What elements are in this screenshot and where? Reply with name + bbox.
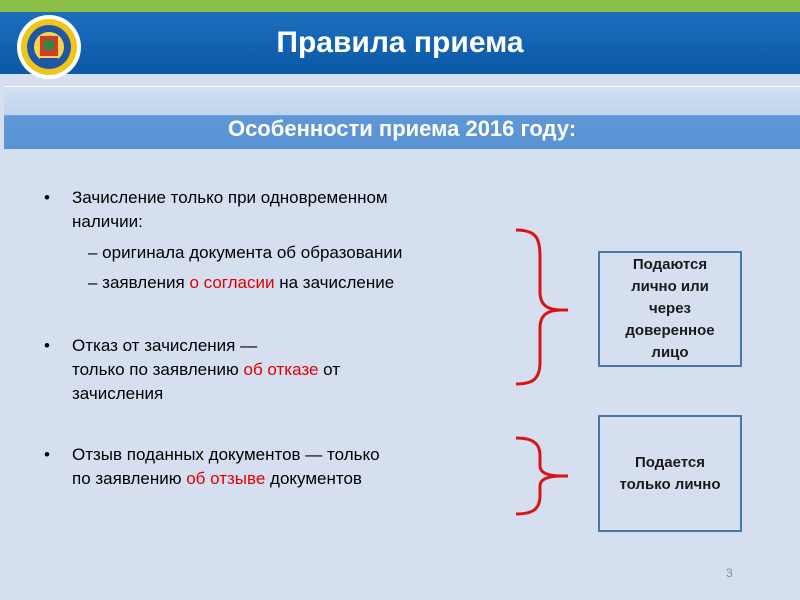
sub-item-original-document xyxy=(88,241,402,265)
subtitle: Особенности приема 2016 году: xyxy=(227,116,577,141)
text-segment: от xyxy=(318,360,340,379)
bullet-dot: • xyxy=(44,445,50,464)
text-segment: на зачисление xyxy=(274,273,395,292)
note-line: Подаются xyxy=(632,256,708,273)
text-segment: Отзыв поданных документов — только xyxy=(72,445,380,464)
bullet-line xyxy=(72,210,388,234)
note-line: лицо xyxy=(651,344,689,361)
text-segment: по заявлению xyxy=(72,469,187,488)
bullet-text xyxy=(72,443,380,491)
note-line: доверенное xyxy=(625,322,715,339)
highlight-text: о согласии xyxy=(189,273,275,292)
text-segment: наличии: xyxy=(72,212,143,231)
note-box-in-person-only xyxy=(598,415,742,532)
highlight-text: об отзыве xyxy=(186,469,266,488)
bullet-line xyxy=(72,186,388,210)
highlight-text: об отказе xyxy=(243,360,319,379)
note-line: лично или xyxy=(631,278,709,295)
bullet-line xyxy=(72,334,340,358)
text-segment: – заявления xyxy=(88,273,190,292)
bullet-text xyxy=(72,334,340,406)
top-stripe xyxy=(0,0,800,12)
bullet-text xyxy=(72,186,388,234)
brace-icon xyxy=(510,226,570,388)
text-segment: – оригинала документа об образовании xyxy=(88,243,403,262)
note-box-text xyxy=(619,452,720,496)
bullet-dot: • xyxy=(44,188,50,207)
text-segment: документов xyxy=(265,469,362,488)
note-line: только лично xyxy=(619,475,721,493)
bullet-line xyxy=(72,382,340,406)
bullet-line xyxy=(72,358,340,382)
note-line: Подается xyxy=(634,453,705,471)
sub-item-consent-application xyxy=(88,271,394,295)
text-segment: только по заявлению xyxy=(72,360,244,379)
note-box-text xyxy=(625,254,714,364)
note-line: через xyxy=(648,300,691,317)
text-segment: Зачисление только при одновременном xyxy=(72,188,388,207)
slide-title: Правила приема xyxy=(276,26,524,59)
note-box-in-person-or-proxy xyxy=(598,251,742,367)
page-number: 3 xyxy=(726,566,733,580)
bullet-dot: • xyxy=(44,336,50,355)
bullet-line xyxy=(72,443,380,467)
text-segment: зачисления xyxy=(72,384,164,403)
text-segment: Отказ от зачисления — xyxy=(72,336,258,355)
bullet-line xyxy=(72,467,380,491)
brace-icon xyxy=(510,434,570,518)
